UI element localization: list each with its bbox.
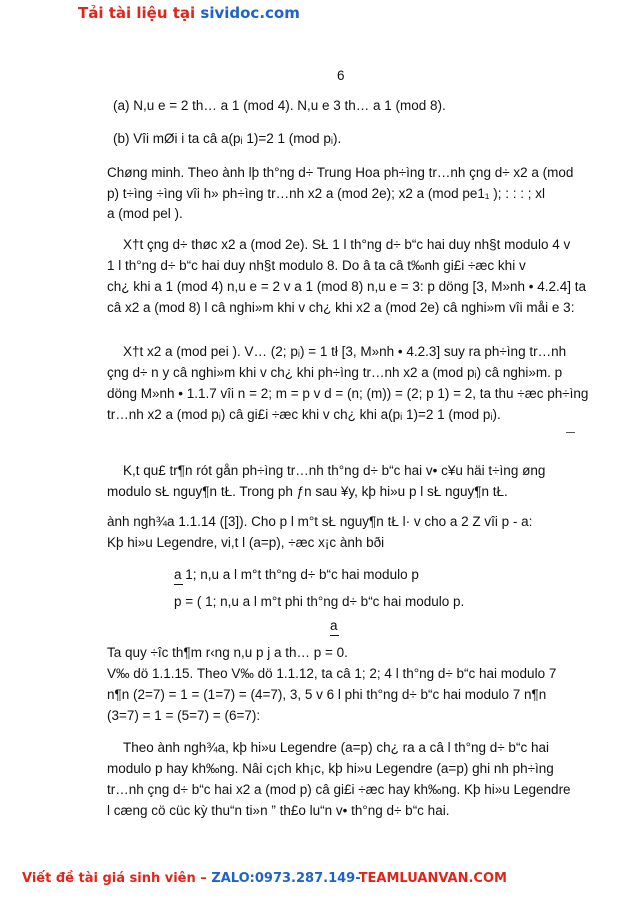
short-rule <box>566 432 575 433</box>
formula-row-2: p = ( 1; n,u a l m°t phi th°ng d÷ b“c hai modulo p. <box>174 594 465 609</box>
text-line: (b) Vîi mØi i ta câ a(pᵢ 1)=2 1 (mod pᵢ). <box>113 131 342 146</box>
footer-banner <box>22 871 507 886</box>
text-line: Chøng minh. Theo ành lþ th°ng d÷ Trung Hoa ph÷ìng tr…nh çng d÷ x2 a (mod <box>107 165 574 180</box>
text-line: döng M»nh • 1.1.7 vîi n = 2; m = p v d = (n; (m)) = (2; p 1) = 2, ta thu ÷æc ph÷ìng <box>107 386 589 401</box>
text-line: Kþ hi»u Legendre, vi,t l (a=p), ÷æc x¡c ành bði <box>107 535 385 550</box>
formula-row-1: a 1; n,u a l m°t th°ng d÷ b“c hai modulo p <box>174 567 419 582</box>
text-line: Ta quy ÷îc th¶m r‹ng n,u p j a th… p = 0. <box>107 645 348 660</box>
header-banner <box>78 4 300 22</box>
header-prefix: Tải tài liệu tại <box>78 4 201 22</box>
text-line: Theo ành ngh¾a, kþ hi»u Legendre (a=p) ch¿ ra a câ l th°ng d÷ b“c hai <box>123 740 549 755</box>
text-line: (3=7) = 1 = (5=7) = (6=7): <box>107 708 261 723</box>
text-line: X†t x2 a (mod pei ). V… (2; pᵢ) = 1 tł [3, M»nh • 4.2.3] suy ra ph÷ìng tr…nh <box>123 344 567 359</box>
footer-site[interactable]: TEAMLUANVAN.COM <box>358 871 507 886</box>
text-line: K,t qu£ tr¶n rót gån ph÷ìng tr…nh th°ng d÷ b“c hai v• c¥u häi t÷ìng øng <box>123 463 546 478</box>
footer-zalo: ZALO:0973.287.149- <box>211 871 359 886</box>
text-line: n¶n (2=7) = 1 = (1=7) = (4=7), 3, 5 v 6 l phi th°ng d÷ b“c hai modulo 7 n¶n <box>107 687 547 702</box>
text-line: 1 l th°ng d÷ b“c hai duy nh§t modulo 8. Do â ta câ t‰nh gi£i ÷æc khi v <box>107 258 526 273</box>
text-line: modulo sŁ nguy¶n tŁ. Trong ph ƒn sau ¥y, kþ hi»u p l sŁ nguy¶n tŁ. <box>107 484 508 499</box>
text-line: câ x2 a (mod 8) l câ nghi»m khi v ch¿ khi x2 a (mod 2e) câ nghi»m vîi måi e 3: <box>107 300 575 315</box>
footer-part1: Viết đề tài giá sinh viên – <box>22 871 212 886</box>
formula-row-3: a <box>330 618 338 633</box>
text-line: çng d÷ n y câ nghi»m khi v ch¿ khi ph÷ìng tr…nh x2 a (mod pᵢ) câ nghi»m. p <box>107 365 563 380</box>
text-line: tr…nh çng d÷ b“c hai x2 a (mod p) câ gi£i ÷æc hay kh‰ng. Kþ hi»u Legendre <box>107 782 571 797</box>
fraction-bar <box>330 635 339 636</box>
text-line: l cæng cö cüc kỳ thu“n ti»n ” th£o lu“n v• th°ng d÷ b“c hai. <box>107 803 450 818</box>
text-line: ch¿ khi a 1 (mod 4) n,u e = 2 v a 1 (mod 8) n,u e = 3: p döng [3, M»nh • 4.2.4] ta <box>107 279 586 294</box>
header-site-link[interactable]: sividoc.com <box>200 4 300 22</box>
text-line: (a) N,u e = 2 th… a 1 (mod 4). N,u e 3 th… a 1 (mod 8). <box>113 98 446 113</box>
text-line: a (mod pel ). <box>107 206 183 221</box>
text-line: p) t÷ìng ÷ìng vîi h» ph÷ìng tr…nh x2 a (mod 2e); x2 a (mod pe1₁ ); : : : ; xl <box>107 186 545 201</box>
fraction-bar <box>174 584 183 585</box>
text-line: ành ngh¾a 1.1.14 ([3]). Cho p l m°t sŁ nguy¶n tŁ l· v cho a 2 Z vîi p - a: <box>107 514 533 529</box>
text-line: X†t çng d÷ thøc x2 a (mod 2e). SŁ 1 l th°ng d÷ b“c hai duy nh§t modulo 4 v <box>123 237 571 252</box>
text-line: V‰ dö 1.1.15. Theo V‰ dö 1.1.12, ta câ 1; 2; 4 l th°ng d÷ b“c hai modulo 7 <box>107 666 557 681</box>
page-number: 6 <box>337 68 345 83</box>
text-line: tr…nh x2 a (mod pᵢ) câ gi£i ÷æc khi v ch¿ khi a(pᵢ 1)=2 1 (mod pᵢ). <box>107 407 501 422</box>
text-line: modulo p hay kh‰ng. Nâi c¡ch kh¡c, kþ hi»u Legendre (a=p) ghi nh ph÷ìng <box>107 761 554 776</box>
